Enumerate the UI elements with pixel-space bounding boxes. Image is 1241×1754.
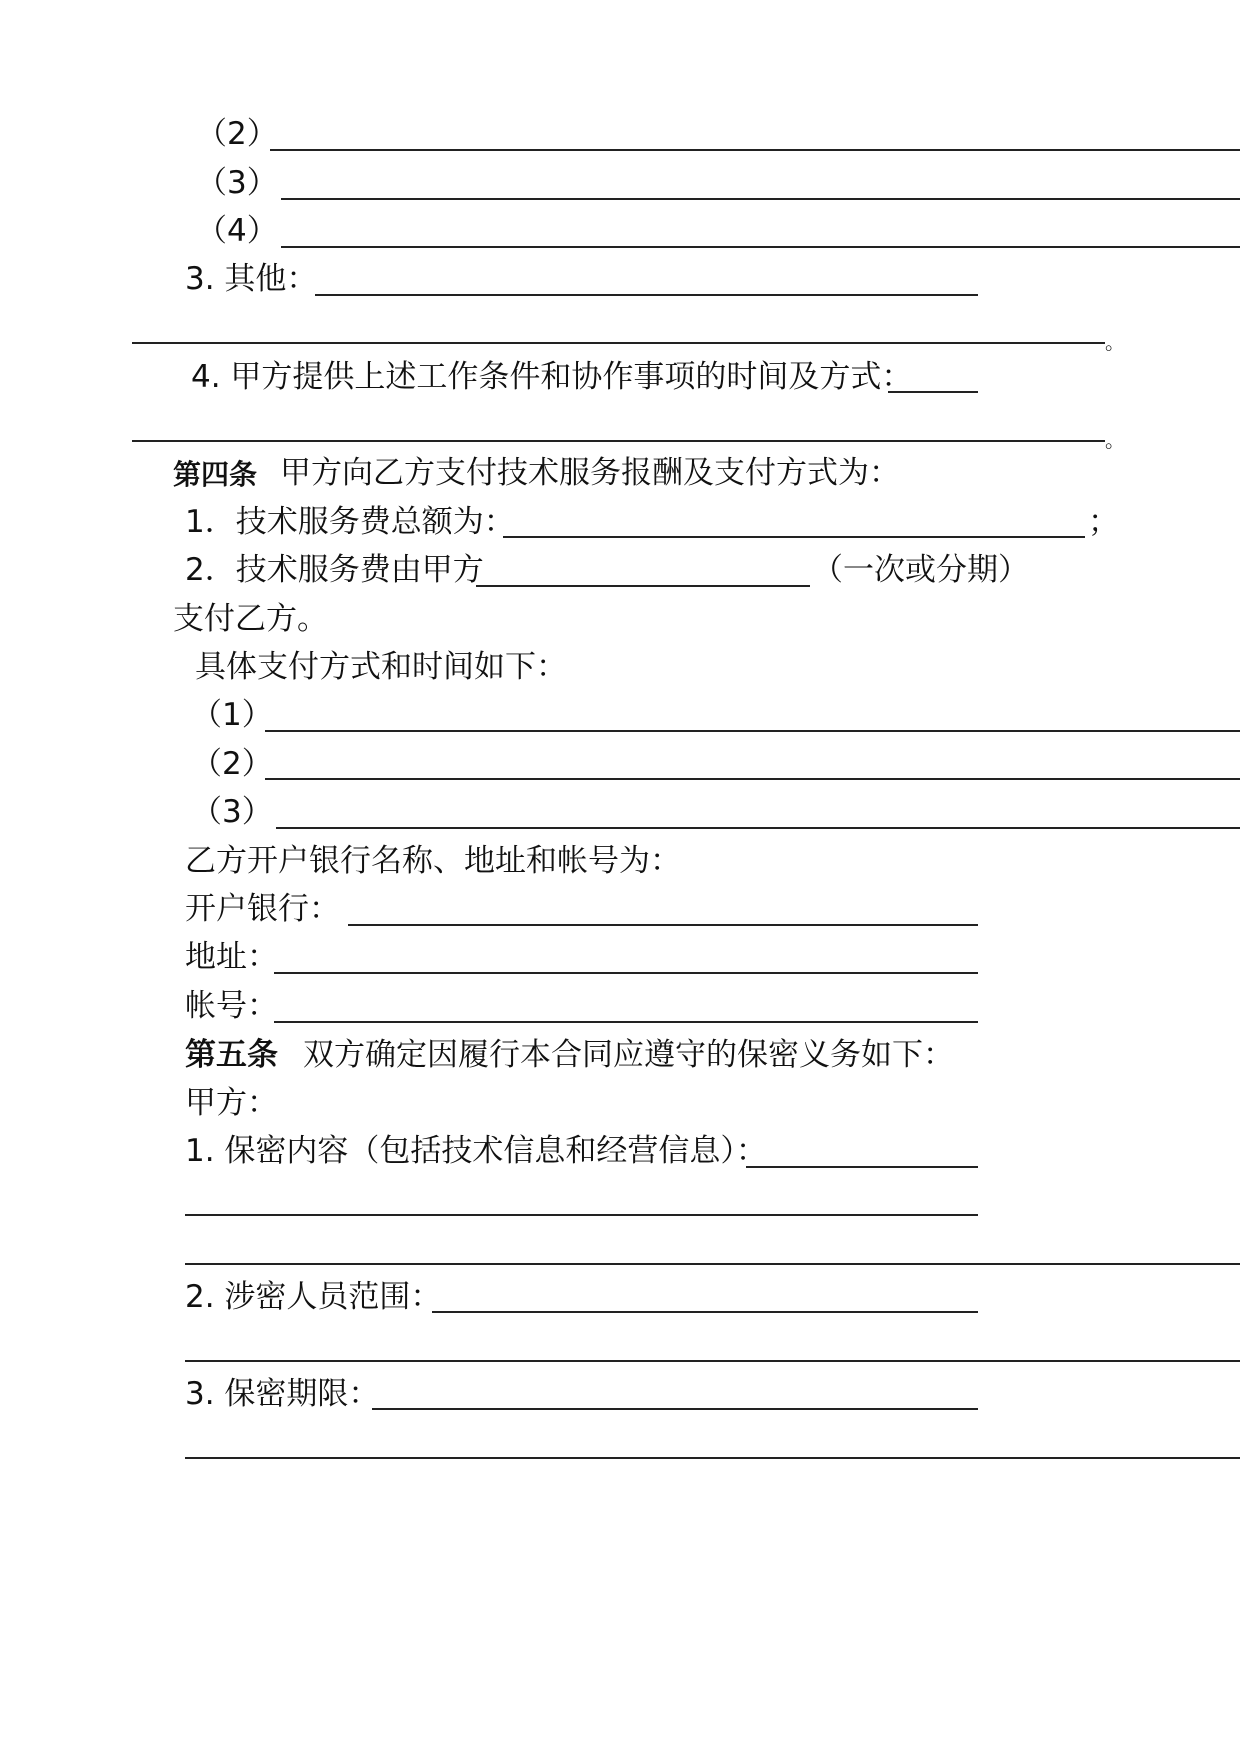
paid-by-suffix: （一次或分期） (812, 552, 1029, 588)
confidential-content-blank-3[interactable] (185, 1263, 1240, 1265)
account-number-blank[interactable] (274, 1021, 978, 1023)
other-blank-continued[interactable] (132, 342, 1105, 344)
personnel-scope-blank-2[interactable] (185, 1360, 1240, 1362)
other-label: 3. 其他： (185, 261, 318, 297)
bank-address-blank[interactable] (274, 972, 978, 974)
article-5-title: 双方确定因履行本合同应遵守的保密义务如下： (303, 1037, 954, 1073)
personnel-scope-label: 2. 涉密人员范围： (185, 1279, 442, 1315)
pay-item-3-label: （3） (191, 794, 273, 830)
bank-address-label: 地址： (185, 939, 278, 975)
period-mark: 。 (1105, 330, 1125, 354)
confidential-content-label: 1. 保密内容（包括技术信息和经营信息）： (185, 1133, 767, 1169)
confidential-content-blank-2[interactable] (185, 1214, 978, 1216)
item-3-blank[interactable] (281, 198, 1240, 200)
personnel-scope-blank[interactable] (432, 1311, 978, 1313)
account-number-label: 帐号： (185, 988, 278, 1024)
time-method-label: 4. 甲方提供上述工作条件和协作事项的时间及方式： (191, 359, 913, 395)
other-blank[interactable] (315, 294, 978, 296)
period-mark: 。 (1105, 428, 1125, 452)
paid-by-blank[interactable] (476, 585, 810, 587)
time-method-blank[interactable] (888, 391, 978, 393)
time-method-blank-continued[interactable] (132, 440, 1105, 442)
bank-name-label: 开户银行： (185, 891, 340, 927)
paid-to-text: 支付乙方。 (173, 601, 328, 637)
payment-details-heading: 具体支付方式和时间如下： (195, 649, 567, 685)
item-3-label: （3） (196, 165, 278, 201)
item-2-blank[interactable] (270, 149, 1240, 151)
item-4-blank[interactable] (281, 246, 1240, 248)
bank-name-blank[interactable] (348, 924, 978, 926)
party-a-label: 甲方： (185, 1085, 278, 1121)
confidential-period-label: 3. 保密期限： (185, 1376, 380, 1412)
paid-by-label: 2．技术服务费由甲方 (185, 552, 484, 588)
confidential-period-blank[interactable] (372, 1408, 978, 1410)
confidential-content-blank[interactable] (746, 1166, 978, 1168)
pay-item-2-label: （2） (191, 746, 273, 782)
pay-item-1-label: （1） (191, 697, 273, 733)
article-4-title: 甲方向乙方支付技术服务报酬及支付方式为： (280, 455, 900, 491)
total-fee-blank[interactable] (503, 536, 1085, 538)
article-5-label: 第五条 (185, 1037, 278, 1073)
pay-item-1-blank[interactable] (265, 730, 1240, 732)
pay-item-3-blank[interactable] (276, 827, 1240, 829)
confidential-period-blank-2[interactable] (185, 1457, 1240, 1459)
item-4-label: （4） (196, 213, 278, 249)
article-4-label: 第四条 (173, 458, 258, 491)
semicolon-mark: ； (1088, 504, 1119, 540)
bank-info-heading: 乙方开户银行名称、地址和帐号为： (185, 843, 681, 879)
item-2-label: （2） (196, 116, 278, 152)
total-fee-label: 1．技术服务费总额为： (185, 504, 515, 540)
pay-item-2-blank[interactable] (265, 778, 1240, 780)
